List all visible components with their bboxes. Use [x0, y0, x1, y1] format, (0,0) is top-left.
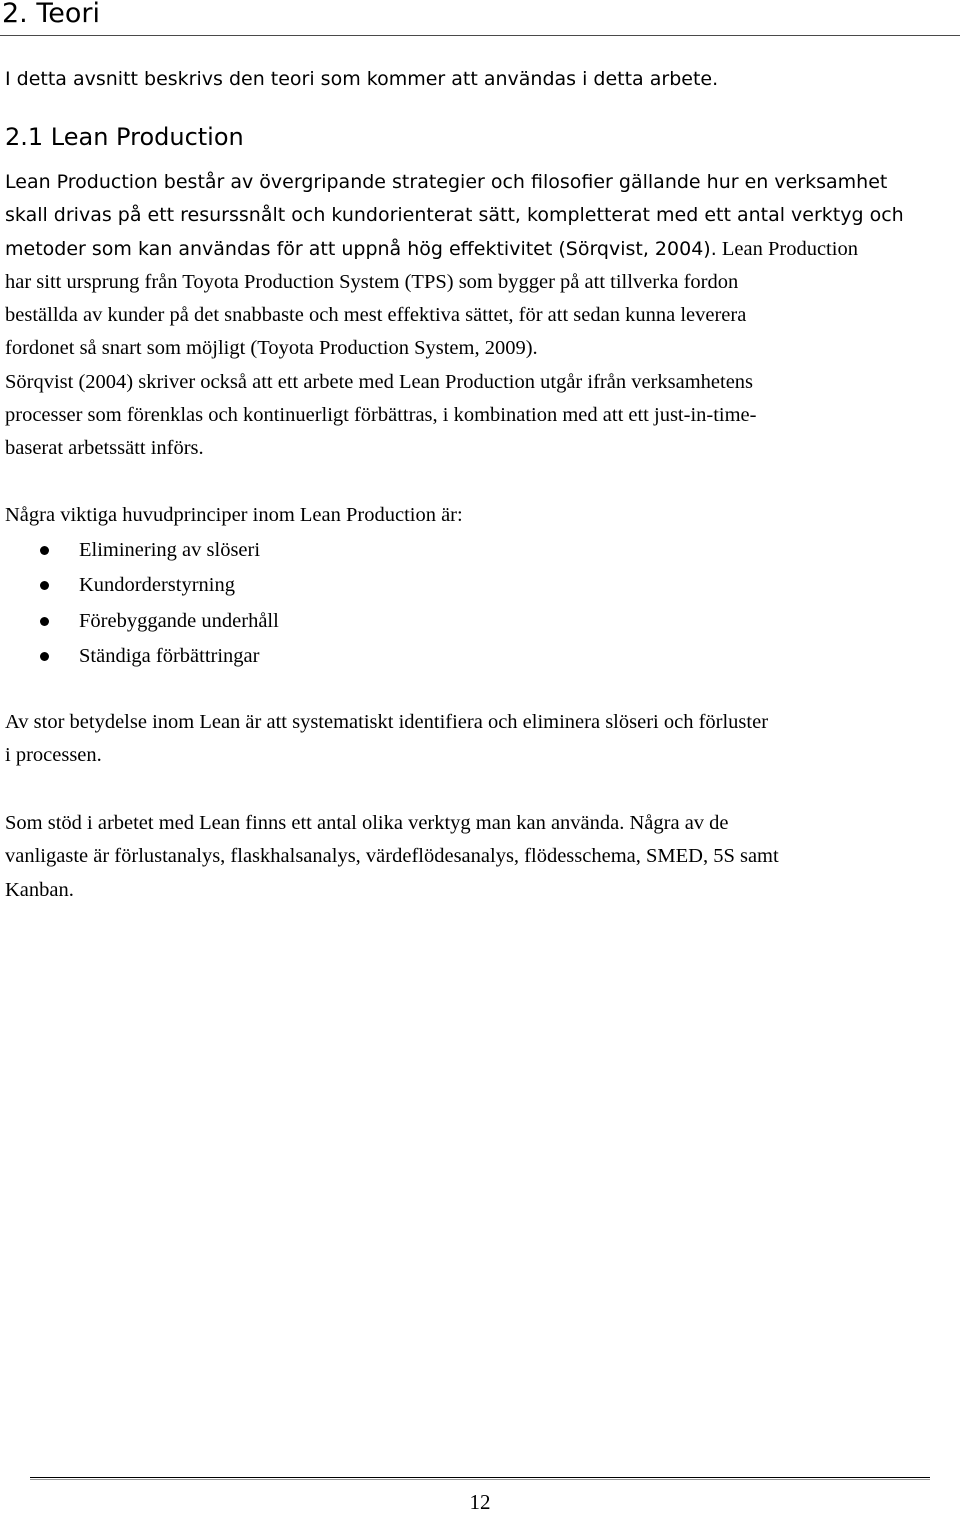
text-segment: Lean Production: [716, 237, 858, 260]
text-line: Av stor betydelse inom Lean är att systematiskt identifiera och eliminera slöseri och förluster: [5, 711, 769, 733]
text-line: processer som förenklas och kontinuerligt förbättras, i kombination med att ett just-in-time-: [5, 404, 757, 427]
text-line: har sitt ursprung från Toyota Production System (TPS) som bygger på att tillverka fordon: [5, 270, 739, 293]
lean-paragraph-3: [5, 807, 957, 907]
lean-paragraph-1: [5, 166, 957, 466]
principles-intro: [5, 499, 957, 532]
lean-paragraph-2: [5, 706, 957, 773]
intro-paragraph: I detta avsnitt beskrivs den teori som kommer att användas i detta arbete.: [5, 68, 719, 90]
text-line: [5, 233, 957, 266]
footer-rule: [30, 1479, 930, 1480]
text-line: Kanban.: [5, 878, 74, 901]
text-line: Sörqvist (2004) skriver också att ett arbete med Lean Production utgår ifrån verksamhetens: [5, 370, 754, 393]
bullet-icon: [40, 617, 49, 626]
bullet-icon: [40, 652, 49, 661]
list-item-text: Eliminering av slöseri: [79, 539, 261, 561]
list-item-text: Ständiga förbättringar: [79, 644, 260, 667]
text-line: skall drivas på ett resurssnålt och kundorienterat sätt, kompletterat med ett antal verktyg och: [5, 204, 904, 227]
section-heading: 2.1 Lean Production: [5, 123, 244, 151]
footer-rule: [30, 1477, 930, 1478]
bullet-icon: [40, 581, 49, 590]
text-line: Några viktiga huvudprinciper inom Lean Production är:: [5, 504, 463, 526]
text-segment: metoder som kan användas för att uppnå hög effektivitet (Sörqvist, 2004).: [5, 237, 717, 260]
list-item-text: Kundorderstyrning: [79, 574, 236, 597]
list-item-text: Förebyggande underhåll: [79, 609, 279, 632]
heading-rule: [0, 35, 960, 36]
text-line: Lean Production består av övergripande strategier och filosofier gällande hur en verksamhet: [5, 171, 888, 193]
page-number: 12: [469, 1490, 491, 1514]
text-line: baserat arbetssätt införs.: [5, 437, 204, 460]
chapter-heading: 2. Teori: [2, 0, 100, 29]
bullet-icon: [40, 546, 49, 555]
text-line: beställda av kunder på det snabbaste och mest effektiva sättet, för att sedan kunna leverera: [5, 304, 747, 327]
text-line: vanligaste är förlustanalys, flaskhalsanalys, värdeflödesanalys, flödesschema, SMED, 5S samt: [5, 845, 779, 868]
text-line: i processen.: [5, 744, 102, 767]
text-line: Som stöd i arbetet med Lean finns ett antal olika verktyg man kan använda. Några av de: [5, 812, 729, 834]
text-line: fordonet så snart som möjligt (Toyota Production System, 2009).: [5, 337, 538, 360]
